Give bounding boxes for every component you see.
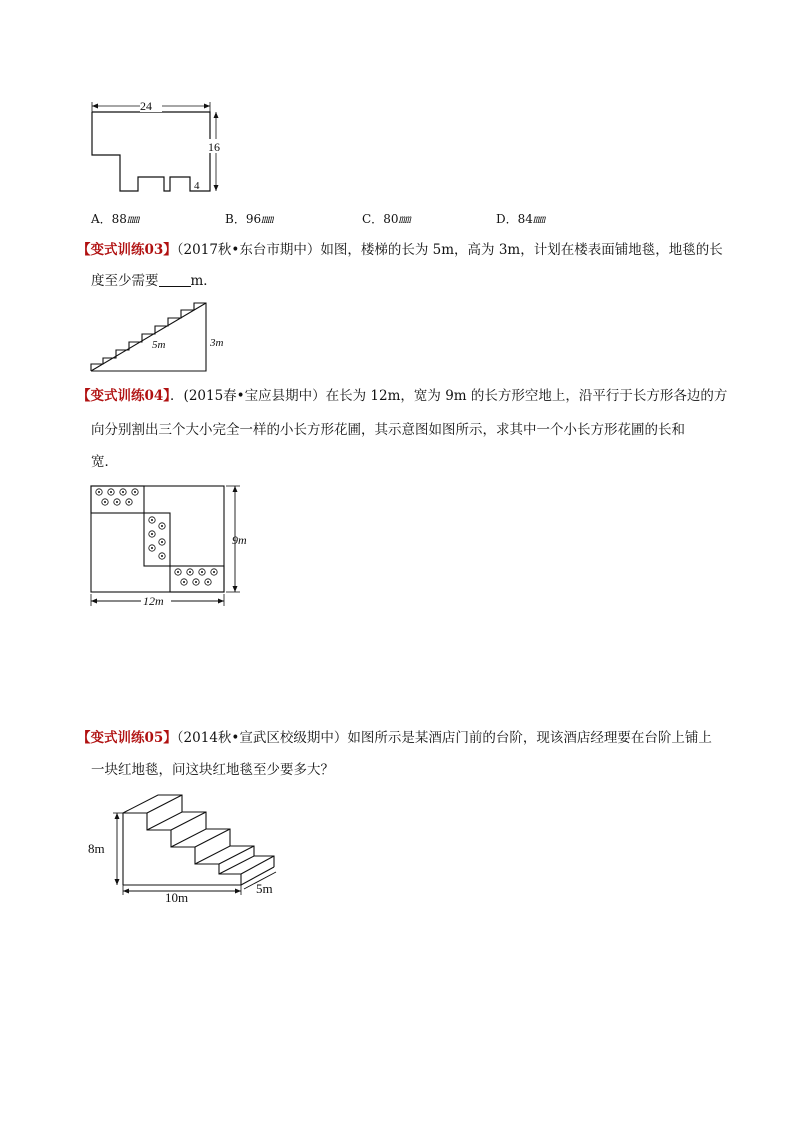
flower-icons: [96, 489, 217, 585]
flower-center: [110, 491, 112, 493]
flower-center: [195, 581, 197, 583]
q05-line2: 一块红地毯，问这块红地毯至少要多大？: [91, 762, 334, 778]
option-d: D．84㎜: [496, 212, 545, 226]
flower-center: [207, 581, 209, 583]
steps-drawing: [123, 795, 274, 885]
option-c: C．80㎜: [362, 212, 411, 226]
figure-3d-steps: [86, 790, 286, 905]
staircase-height-label: 3m: [210, 337, 224, 349]
q04-line1: 【变式训练04】．(2015春•宝应县期中）在长为 12m，宽为 9m 的长方形空地上，沿平行于长方形各边的方: [77, 388, 728, 404]
flower-center: [161, 555, 163, 557]
option-b: B．96㎜: [225, 212, 274, 226]
flower-center: [104, 501, 106, 503]
q03-line2: 度至少需要 m．: [91, 273, 217, 289]
answer-blank[interactable]: [159, 272, 191, 287]
staircase-hypotenuse: [91, 303, 206, 371]
flower-center: [213, 571, 215, 573]
flower-center: [116, 501, 118, 503]
flowerbed-1: [91, 486, 144, 513]
height-label: 16: [208, 140, 220, 154]
flower-center: [161, 541, 163, 543]
flower-center: [98, 491, 100, 493]
flower-center: [151, 547, 153, 549]
q03-line1: 【变式训练03】（2017秋•东台市期中）如图，楼梯的长为 5m，高为 3m，计划在楼表面铺地毯，地毯的长: [77, 242, 723, 258]
flower-center: [128, 501, 130, 503]
garden-height-label: 9m: [232, 533, 247, 547]
flower-center: [161, 525, 163, 527]
garden-width-label: 12m: [143, 594, 164, 608]
flower-center: [189, 571, 191, 573]
steps-depth-label: 5m: [256, 881, 273, 896]
width-label: 24: [140, 99, 152, 113]
figure-garden-plot: [86, 482, 256, 612]
garden-outer-rect: [91, 486, 224, 592]
q03-tag: 【变式训练03】: [77, 242, 177, 258]
option-a: A．88㎜: [91, 212, 139, 226]
flower-center: [134, 491, 136, 493]
flower-center: [177, 571, 179, 573]
figure-notched-rectangle: [84, 96, 234, 200]
figure-staircase: [88, 298, 238, 378]
flower-center: [183, 581, 185, 583]
flower-center: [122, 491, 124, 493]
q05-tag: 【变式训练05】: [77, 730, 177, 746]
steps-height-label: 8m: [88, 841, 105, 856]
flower-center: [151, 533, 153, 535]
steps-length-label: 10m: [165, 890, 189, 905]
q04-tag: 【变式训练04】: [77, 388, 171, 404]
notched-rectangle-outline: [92, 112, 210, 191]
notch-label: 4: [194, 180, 200, 192]
q05-line1: 【变式训练05】（2014秋•宣武区校级期中）如图所示是某酒店门前的台阶，现该酒店经理要在台阶上铺上: [77, 730, 712, 746]
flower-center: [151, 519, 153, 521]
q04-line2: 向分别割出三个大小完全一样的小长方形花圃，其示意图如图所示，求其中一个小长方形花圃的长和: [91, 422, 685, 438]
flower-center: [201, 571, 203, 573]
staircase-length-label: 5m: [152, 339, 166, 351]
q04-line3: 宽．: [91, 454, 118, 470]
flowerbed-2: [144, 513, 170, 566]
